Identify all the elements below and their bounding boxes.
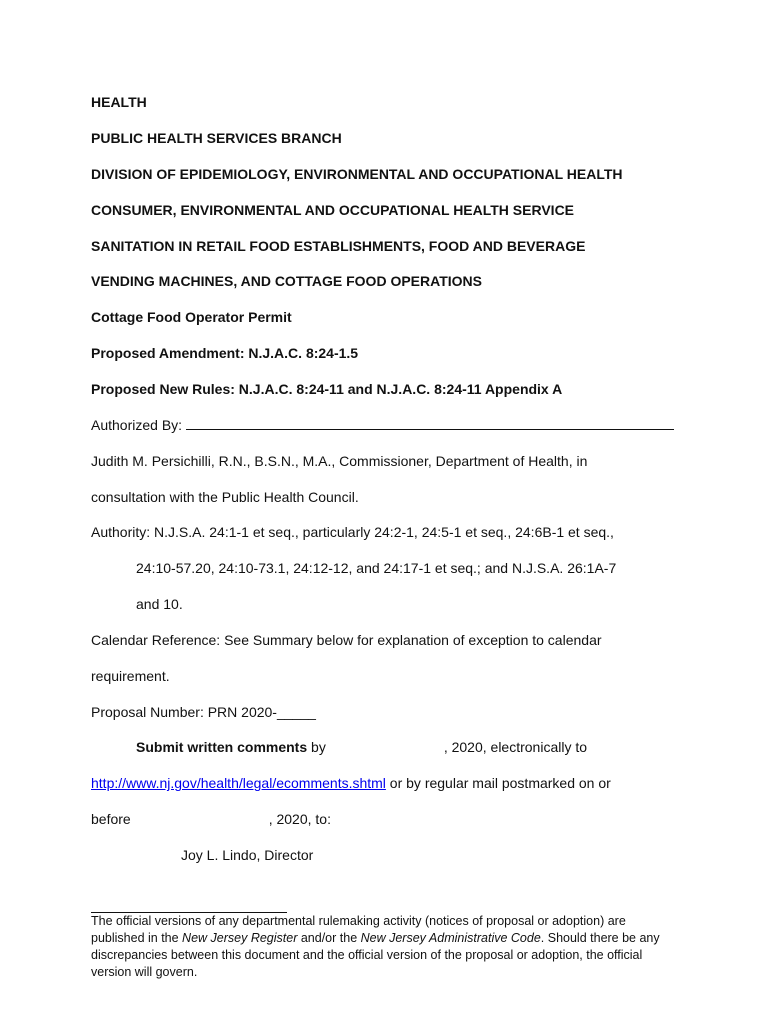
comments-url-link[interactable]: http://www.nj.gov/health/legal/ecomments.shtml [91, 775, 386, 791]
submit-tail-text: , 2020, electronically to [443, 739, 588, 755]
footnote [91, 913, 681, 981]
director-name: Joy L. Lindo, Director [181, 847, 314, 863]
proposal-number: Proposal Number: PRN 2020-_____ [91, 704, 316, 720]
authority-line1: Authority: N.J.S.A. 24:1-1 et seq., particularly 24:2-1, 24:5-1 et seq., 24:6B-1 et seq., [91, 524, 614, 540]
footnote-text-3: . Should there be any discrepancies between this document and the official version of the proposal or adoption, the official version will govern. [91, 931, 660, 979]
footnote-text-1: The official versions of any departmental rulemaking activity (notices of proposal or adoption) are published in the [91, 914, 626, 945]
heading-subject-line2: VENDING MACHINES, AND COTTAGE FOOD OPERATIONS [91, 273, 482, 289]
signature-line [186, 416, 674, 430]
authorizer-line2: consultation with the Public Health Council. [91, 489, 359, 505]
footnote-text-2: and/or the [297, 931, 361, 945]
before-tail-text: , 2020, to: [268, 811, 331, 827]
before-label: before [91, 811, 131, 827]
heading-service: CONSUMER, ENVIRONMENTAL AND OCCUPATIONAL HEALTH SERVICE [91, 202, 575, 218]
comments-url-line [91, 774, 611, 792]
authority-line2: 24:10-57.20, 24:10-73.1, 24:12-12, and 24:17-1 et seq.; and N.J.S.A. 26:1A-7 [136, 560, 617, 576]
heading-division: DIVISION OF EPIDEMIOLOGY, ENVIRONMENTAL AND OCCUPATIONAL HEALTH [91, 166, 623, 182]
before-line [91, 810, 331, 828]
heading-subject-line1: SANITATION IN RETAIL FOOD ESTABLISHMENTS, FOOD AND BEVERAGE [91, 238, 586, 254]
footnote-code: New Jersey Administrative Code [360, 931, 541, 945]
authorized-by [91, 416, 674, 434]
authority-line3: and 10. [136, 596, 183, 612]
heading-proposed-new-rules: Proposed New Rules: N.J.A.C. 8:24-11 and N.J.A.C. 8:24-11 Appendix A [91, 381, 563, 397]
calendar-reference-line1: Calendar Reference: See Summary below for explanation of exception to calendar [91, 632, 602, 648]
heading-proposed-amendment: Proposed Amendment: N.J.A.C. 8:24-1.5 [91, 345, 359, 361]
heading-branch: PUBLIC HEALTH SERVICES BRANCH [91, 130, 342, 146]
calendar-reference-line2: requirement. [91, 668, 170, 684]
authorized-by-label: Authorized By: [91, 417, 183, 433]
submit-comments-label: Submit written comments [136, 739, 308, 755]
submit-comments-line [136, 738, 587, 756]
authorizer-line1: Judith M. Persichilli, R.N., B.S.N., M.A., Commissioner, Department of Health, in [91, 453, 588, 469]
heading-department: HEALTH [91, 94, 147, 110]
footnote-register: New Jersey Register [182, 931, 298, 945]
submit-by-text: by [307, 739, 326, 755]
heading-permit: Cottage Food Operator Permit [91, 309, 292, 325]
mail-text: or by regular mail postmarked on or [385, 775, 611, 791]
